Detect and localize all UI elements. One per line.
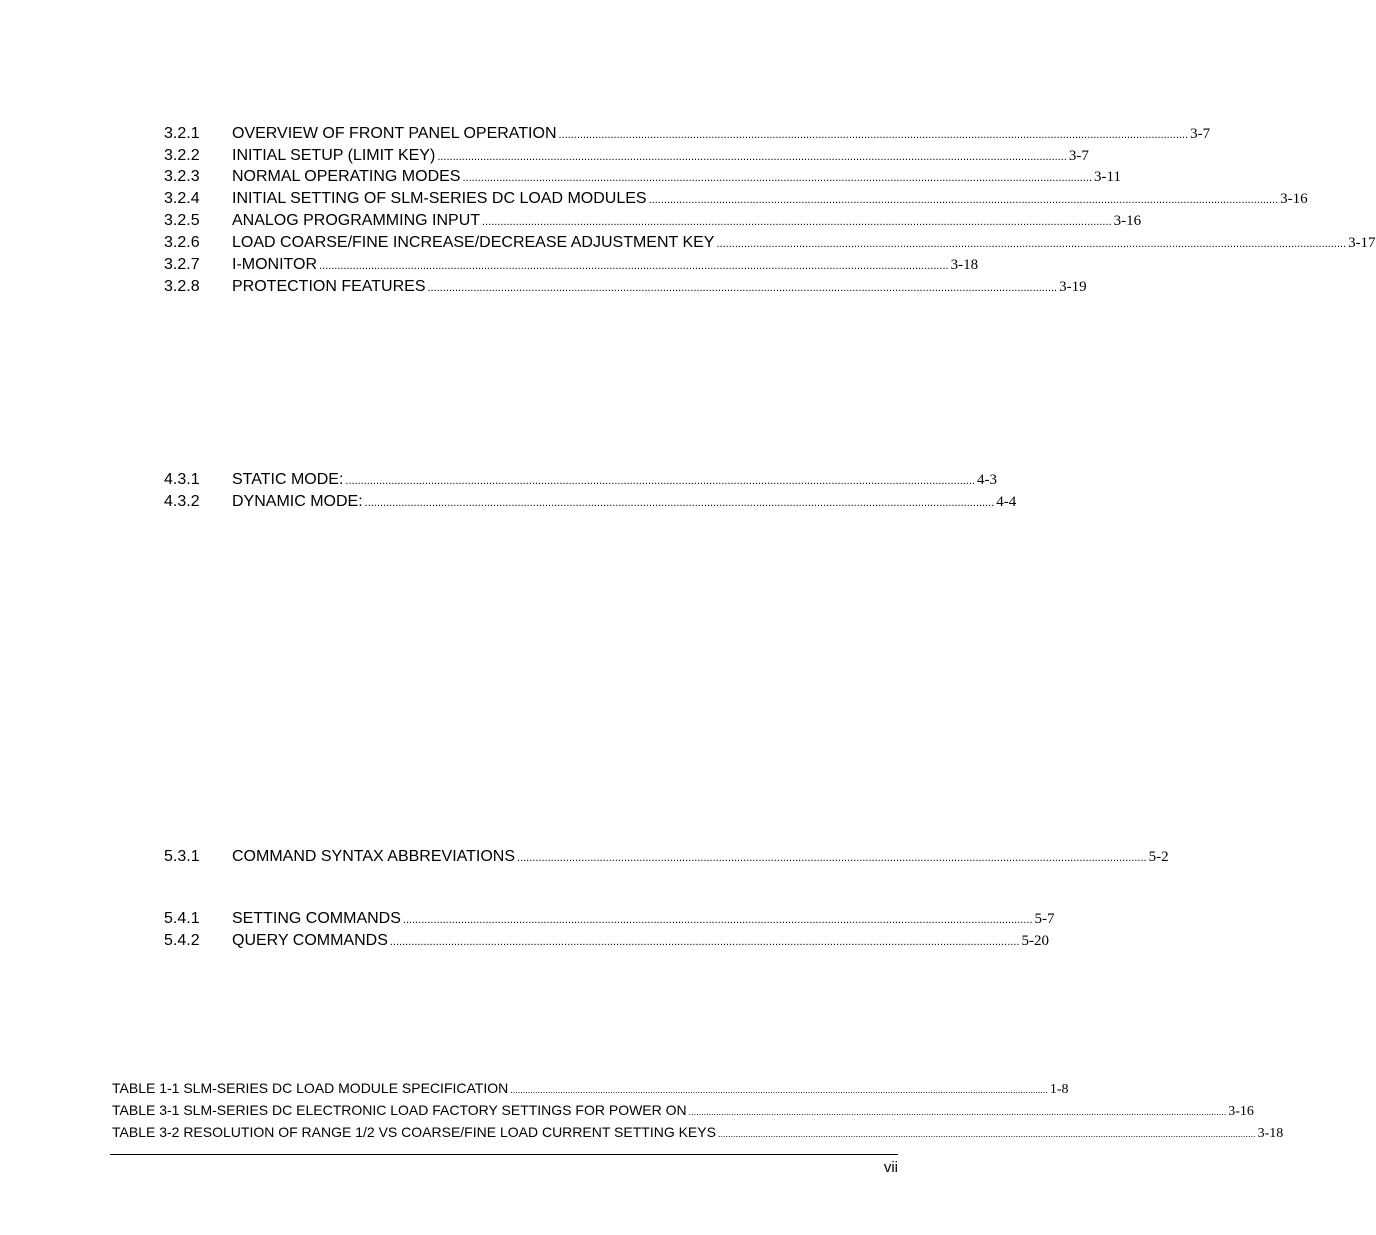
dot-leader: ..............................................................................................................................................................................................................	[427, 282, 1058, 294]
toc-title: DYNAMIC MODE:	[232, 493, 363, 510]
toc-title: STATIC MODE:	[232, 471, 344, 488]
toc-title: INITIAL SETUP (LIMIT KEY)	[232, 147, 436, 164]
toc-title: QUERY COMMANDS	[232, 932, 388, 949]
toc-number: 5.4.1	[164, 910, 200, 927]
toc-number: 3.2.3	[164, 168, 200, 185]
dot-leader: ..............................................................................................................................................................................................................	[462, 172, 1093, 184]
dot-leader: ..............................................................................................................................................................................................................	[437, 151, 1067, 163]
toc-title: COMMAND SYNTAX ABBREVIATIONS	[232, 848, 516, 865]
dot-leader: ..............................................................................................................................................................................................................	[648, 194, 1279, 206]
toc-number: 3.2.7	[164, 256, 200, 273]
toc-entry[interactable]	[0, 276, 1087, 298]
toc-number: 3.2.2	[164, 147, 200, 164]
toc-number: 5.3.1	[164, 848, 200, 865]
toc-entry[interactable]	[0, 123, 1211, 145]
toc-page: 3-7	[1068, 148, 1089, 164]
toc-entry[interactable]	[0, 846, 1169, 868]
table-entry-page: 3-16	[1228, 1104, 1254, 1119]
toc-page: 5-2	[1148, 849, 1169, 865]
dot-leader: ..............................................................................................................................................................................................................	[364, 497, 995, 509]
table-entry-title: TABLE 3-2 RESOLUTION OF RANGE 1/2 VS COARSE/FINE LOAD CURRENT SETTING KEYS	[112, 1124, 716, 1140]
toc-number: 5.4.2	[164, 932, 200, 949]
toc-title: NORMAL OPERATING MODES	[232, 168, 461, 185]
toc-number: 3.2.4	[164, 190, 200, 207]
dot-leader: .......................................................................................................................................................................................................................	[688, 1107, 1227, 1117]
dot-leader: ..............................................................................................................................................................................................................	[389, 936, 1020, 948]
dot-leader: ..............................................................................................................................................................................................................	[345, 475, 975, 487]
toc-entry[interactable]	[0, 908, 1055, 930]
dot-leader: ..............................................................................................................................................................................................................	[716, 238, 1347, 250]
toc-title: INITIAL SETTING OF SLM-SERIES DC LOAD MODULES	[232, 190, 647, 207]
toc-entry[interactable]	[0, 930, 1049, 952]
table-entry[interactable]	[112, 1122, 1284, 1142]
toc-title: SETTING COMMANDS	[232, 910, 401, 927]
toc-entry[interactable]	[0, 491, 1017, 513]
toc-title: ANALOG PROGRAMMING INPUT	[232, 212, 481, 229]
toc-entry[interactable]	[0, 166, 1121, 188]
toc-page: 4-3	[976, 472, 997, 488]
table-entry-title: TABLE 1-1 SLM-SERIES DC LOAD MODULE SPECIFICATION	[112, 1080, 509, 1096]
toc-number: 3.2.8	[164, 278, 200, 295]
toc-entry[interactable]	[0, 210, 1142, 232]
toc-page: 5-7	[1034, 911, 1055, 927]
toc-number: 4.3.1	[164, 471, 200, 488]
toc-page: 5-20	[1021, 933, 1049, 949]
toc-number: 3.2.6	[164, 234, 200, 251]
toc-entry[interactable]	[0, 469, 997, 491]
toc-page: 4-4	[996, 494, 1017, 510]
toc-title: PROTECTION FEATURES	[232, 278, 426, 295]
toc-page: 3-7	[1190, 126, 1211, 142]
toc-number: 3.2.1	[164, 125, 200, 142]
dot-leader: ..............................................................................................................................................................................................................	[482, 216, 1112, 228]
toc-page: 3-16	[1280, 191, 1308, 207]
toc-title: LOAD COARSE/FINE INCREASE/DECREASE ADJUSTMENT KEY	[232, 234, 715, 251]
toc-page: 3-11	[1094, 169, 1121, 185]
table-entry-page: 3-18	[1257, 1126, 1284, 1141]
toc-number: 3.2.5	[164, 212, 200, 229]
toc-entry[interactable]	[0, 145, 1089, 167]
table-entry-title: TABLE 3-1 SLM-SERIES DC ELECTRONIC LOAD FACTORY SETTINGS FOR POWER ON	[112, 1102, 687, 1118]
dot-leader: .......................................................................................................................................................................................................................	[717, 1129, 1256, 1139]
page-number: vii	[883, 1159, 898, 1176]
dot-leader: .......................................................................................................................................................................................................................	[510, 1085, 1048, 1095]
table-entry-page: 1-8	[1049, 1082, 1069, 1097]
dot-leader: ..............................................................................................................................................................................................................	[517, 852, 1147, 864]
toc-title: I-MONITOR	[232, 256, 318, 273]
dot-leader: ..............................................................................................................................................................................................................	[558, 129, 1189, 141]
toc-page: 3-16	[1113, 213, 1142, 229]
toc-page: 3-19	[1059, 279, 1087, 295]
toc-page: 3-17	[1348, 235, 1376, 251]
toc-entry[interactable]	[0, 232, 1376, 254]
dot-leader: ..............................................................................................................................................................................................................	[319, 260, 949, 272]
toc-page: 3-18	[950, 257, 979, 273]
dot-leader: ..............................................................................................................................................................................................................	[402, 914, 1033, 926]
toc-number: 4.3.2	[164, 493, 200, 510]
table-entry[interactable]	[112, 1078, 1069, 1098]
toc-entry[interactable]	[0, 254, 979, 276]
table-entry[interactable]	[112, 1100, 1254, 1120]
toc-entry[interactable]	[0, 188, 1308, 210]
toc-title: OVERVIEW OF FRONT PANEL OPERATION	[232, 125, 557, 142]
footer-divider	[110, 1154, 898, 1155]
